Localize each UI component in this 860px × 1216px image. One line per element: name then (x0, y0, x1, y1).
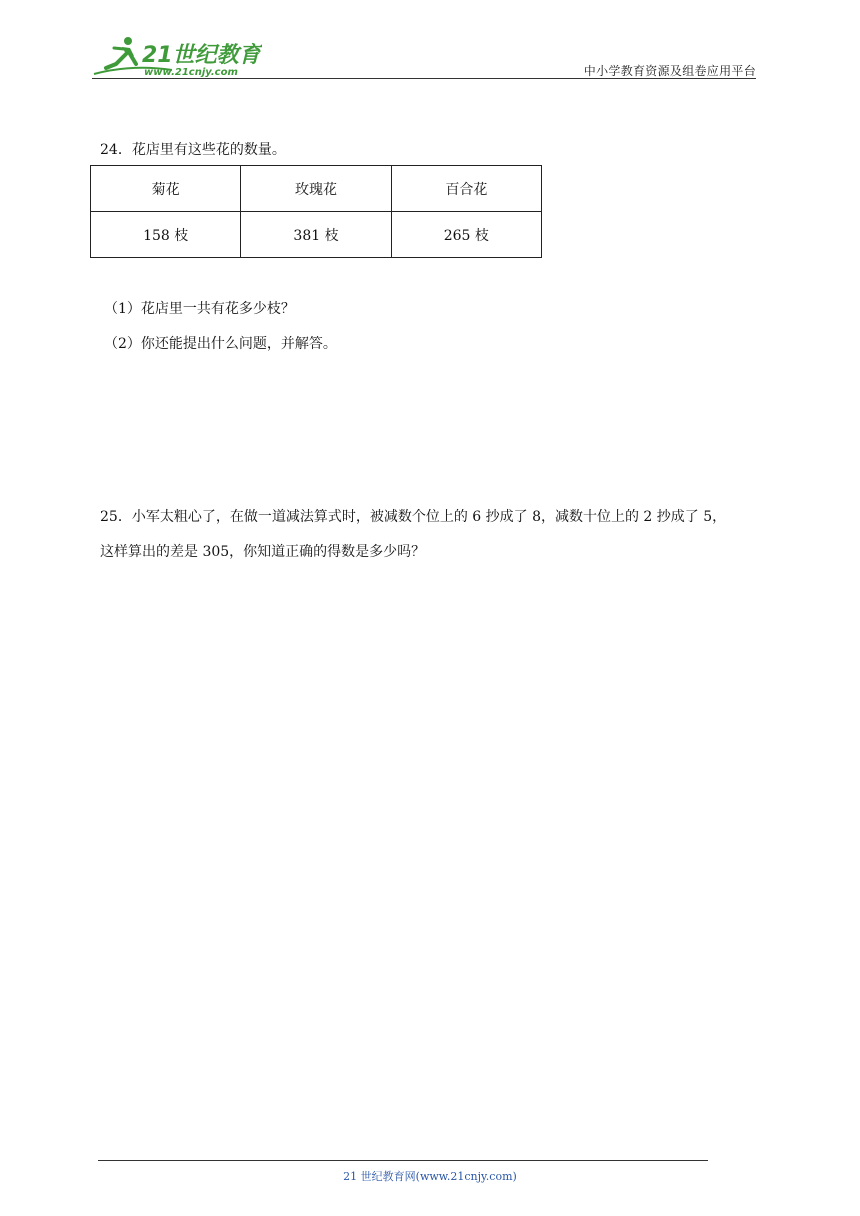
logo-url: www.21cnjy.com (144, 67, 238, 78)
table-header-cell: 百合花 (391, 166, 541, 212)
table-cell: 158 枝 (91, 212, 241, 258)
q25-line-1: 25．小军太粗心了，在做一道减法算式时，被减数个位上的 6 抄成了 8，减数十位上的 2 抄成了 5， (100, 509, 727, 525)
header-platform-text: 中小学教育资源及组卷应用平台 (583, 64, 756, 78)
table-cell: 265 枝 (391, 212, 541, 258)
q25-text (100, 500, 760, 570)
flower-table (90, 165, 542, 258)
table-header-cell: 菊花 (91, 166, 241, 212)
table-row (91, 212, 542, 258)
footer-divider (98, 1160, 708, 1161)
table-cell: 381 枝 (241, 212, 391, 258)
q24-subquestion-1: （1）花店里一共有花多少枝？ (104, 301, 295, 317)
table-header-row (91, 166, 542, 212)
q24-title: 24．花店里有这些花的数量。 (100, 142, 286, 158)
site-logo (92, 34, 262, 80)
q25-line-2: 这样算出的差是 305，你知道正确的得数是多少吗？ (100, 544, 426, 560)
q24-subquestion-2: （2）你还能提出什么问题，并解答。 (104, 336, 337, 352)
footer-text: 21 世纪教育网(www.21cnjy.com) (343, 1170, 517, 1183)
table-header-cell: 玫瑰花 (241, 166, 391, 212)
header-divider (92, 78, 756, 79)
logo-text: 21世纪教育 (142, 43, 261, 68)
